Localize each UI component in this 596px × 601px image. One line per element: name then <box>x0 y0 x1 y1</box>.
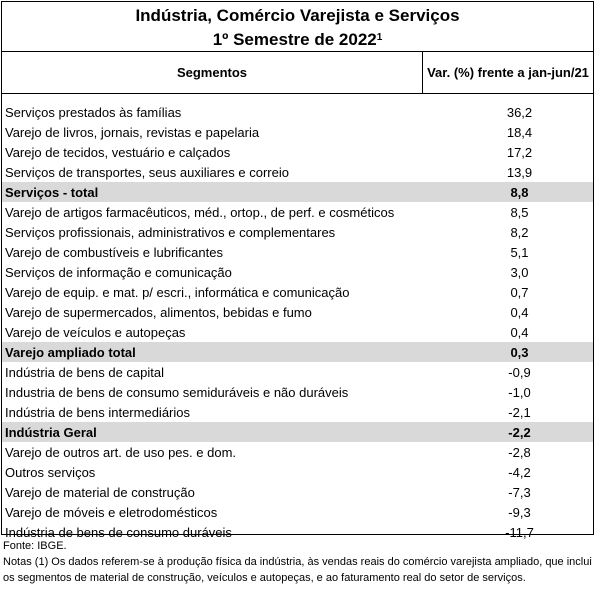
table-header <box>2 52 593 94</box>
table-row <box>2 122 593 142</box>
segment-name: Serviços prestados às famílias <box>5 104 182 120</box>
variation-value: 0,4 <box>510 324 529 340</box>
table-total-row <box>2 342 593 362</box>
header-segment: Segmentos <box>2 52 423 93</box>
variation-value: -11,7 <box>505 524 534 540</box>
segment-name: Indústria de bens de consumo duráveis <box>5 524 232 540</box>
segment-name: Outros serviços <box>5 464 96 480</box>
segment-name: Varejo de veículos e autopeças <box>5 324 186 340</box>
footnotes <box>3 538 593 586</box>
table-row <box>2 142 593 162</box>
segment-name: Varejo de equip. e mat. p/ escri., informática e comunicação <box>5 284 350 300</box>
variation-value: -0,9 <box>508 364 531 380</box>
segment-name: Serviços de transportes, seus auxiliares e correio <box>5 164 289 180</box>
segment-name: Indústria de bens intermediários <box>5 404 190 420</box>
table-row <box>2 322 593 342</box>
footnote-marker: 1 <box>376 32 383 43</box>
variation-value: -1,0 <box>508 384 531 400</box>
variation-value: 5,1 <box>510 244 529 260</box>
table-row <box>2 482 593 502</box>
segment-name: Varejo de artigos farmacêuticos, méd., ortop., de perf. e cosméticos <box>5 204 395 220</box>
segment-name: Indústria Geral <box>5 424 97 440</box>
table-row <box>2 202 593 222</box>
segment-name: Varejo de material de construção <box>5 484 195 500</box>
variation-value: 0,3 <box>510 344 529 360</box>
segment-name: Varejo ampliado total <box>5 344 136 360</box>
table-row <box>2 262 593 282</box>
segment-name: Industria de bens de consumo semiduráveis e não duráveis <box>5 384 349 400</box>
segment-name: Serviços - total <box>5 184 99 200</box>
segment-name: Varejo de combustíveis e lubrificantes <box>5 244 223 260</box>
variation-value: -2,1 <box>508 404 531 420</box>
variation-value: 18,4 <box>506 124 533 140</box>
title-line-2 <box>2 28 593 52</box>
table-row <box>2 162 593 182</box>
variation-value: 8,5 <box>510 204 529 220</box>
segment-name: Varejo de supermercados, alimentos, bebidas e fumo <box>5 304 312 320</box>
table-row <box>2 282 593 302</box>
table-body <box>2 102 593 542</box>
segment-name: Varejo de livros, jornais, revistas e papelaria <box>5 124 260 140</box>
variation-value: -9,3 <box>508 504 531 520</box>
variation-value: 8,8 <box>510 184 529 200</box>
table-row <box>2 402 593 422</box>
variation-value: 3,0 <box>510 264 529 280</box>
methodology-note: Notas (1) Os dados referem-se à produção física da indústria, às vendas reais do comércio varejista ampliado, que inclui os segmentos de material de construção, veículos e autopeças, e ao faturamento real do setor de serviços. <box>3 556 592 584</box>
table-row <box>2 102 593 122</box>
segment-name: Serviços de informação e comunicação <box>5 264 232 280</box>
variation-value: -7,3 <box>508 484 531 500</box>
table-row <box>2 442 593 462</box>
source-note: Fonte: IBGE. <box>3 540 67 552</box>
segment-name: Varejo de tecidos, vestuário e calçados <box>5 144 231 160</box>
table-row <box>2 222 593 242</box>
table-row <box>2 242 593 262</box>
segment-name: Varejo de outros art. de uso pes. e dom. <box>5 444 237 460</box>
data-table <box>1 1 594 540</box>
table-total-row <box>2 182 593 202</box>
variation-value: 0,4 <box>510 304 529 320</box>
title-line-1: Indústria, Comércio Varejista e Serviços <box>135 6 460 25</box>
variation-value: 17,2 <box>506 144 533 160</box>
table-row <box>2 302 593 322</box>
title-period: 1º Semestre de 2022 <box>212 30 377 49</box>
variation-value: -2,8 <box>508 444 531 460</box>
segment-name: Serviços profissionais, administrativos e complementares <box>5 224 336 240</box>
variation-value: 36,2 <box>506 104 533 120</box>
table-row <box>2 462 593 482</box>
table-row <box>2 362 593 382</box>
segment-name: Indústria de bens de capital <box>5 364 164 380</box>
table-row <box>2 502 593 522</box>
variation-value: -2,2 <box>508 424 531 440</box>
table-row <box>2 382 593 402</box>
header-value: Var. (%) frente a jan-jun/21 <box>427 65 589 80</box>
table-total-row <box>2 422 593 442</box>
variation-value: 8,2 <box>510 224 529 240</box>
variation-value: 13,9 <box>506 164 533 180</box>
table-title <box>2 2 593 52</box>
variation-value: -4,2 <box>508 464 531 480</box>
variation-value: 0,7 <box>510 284 529 300</box>
segment-name: Varejo de móveis e eletrodomésticos <box>5 504 218 520</box>
